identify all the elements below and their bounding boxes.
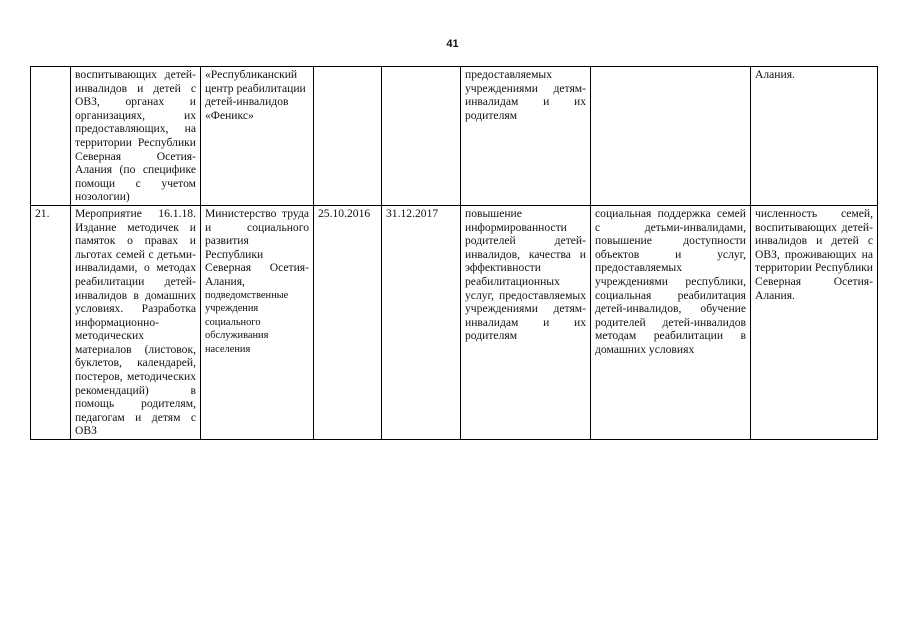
row-number-cell: 21. (31, 205, 71, 439)
start-date-cell (314, 67, 382, 206)
table-row (31, 67, 878, 206)
executor-text: Министерство труда и социального развития Республики Северная Осетия-Алания, (205, 206, 309, 288)
executor-cell (201, 67, 314, 206)
executor-cell (201, 205, 314, 439)
direct-result-cell: предоставляемых учреждениями детям-инвалидам и их родителям (461, 67, 591, 206)
measures-table (30, 66, 878, 440)
end-date-cell: 31.12.2017 (382, 205, 461, 439)
indicator-cell: Алания. (751, 67, 878, 206)
event-cell: Мероприятие 16.1.18. Издание методичек и памяток о правах и льготах семей с детьми-инвалидами, о методах реабилитации детей-инвалидов в домашних условиях. Разработка информационно-методических материалов (листовок, буклетов, календарей, постеров, методических рекомендаций) в помощь родителям, педагогам и детям с ОВЗ (71, 205, 201, 439)
page-number: 41 (446, 38, 459, 50)
event-cell: воспитывающих детей-инвалидов и детей с ОВЗ, органах и организациях, их предоставляющих, на территории Республики Северная Осетия-Алания (по специфике помощи с учетом нозологии) (71, 67, 201, 206)
direct-result-cell: повышение информированности родителей детей-инвалидов, качества и эффективности реабилитационных услуг, предоставляемых учреждениями детям-инвалидам и их родителям (461, 205, 591, 439)
social-result-cell: социальная поддержка семей с детьми-инвалидами, повышение доступности объектов и услуг, предоставляемых учреждениями республики, социальная реабилитация детей-инвалидов, обучение родителей детей-инвалидов методам реабилитации в домашних условиях (591, 205, 751, 439)
indicator-cell: численность семей, воспитывающих детей-инвалидов и детей с ОВЗ, проживающих на территории Республики Северная Осетия-Алания. (751, 205, 878, 439)
row-number-cell (31, 67, 71, 206)
end-date-cell (382, 67, 461, 206)
executor-text: «Республиканский центр реабилитации детей-инвалидов «Феникс» (205, 68, 306, 122)
social-result-cell (591, 67, 751, 206)
executor-extra-text: подведомственные учреждения социального обслуживания населения (205, 289, 289, 355)
start-date-cell: 25.10.2016 (314, 205, 382, 439)
table-row (31, 205, 878, 439)
